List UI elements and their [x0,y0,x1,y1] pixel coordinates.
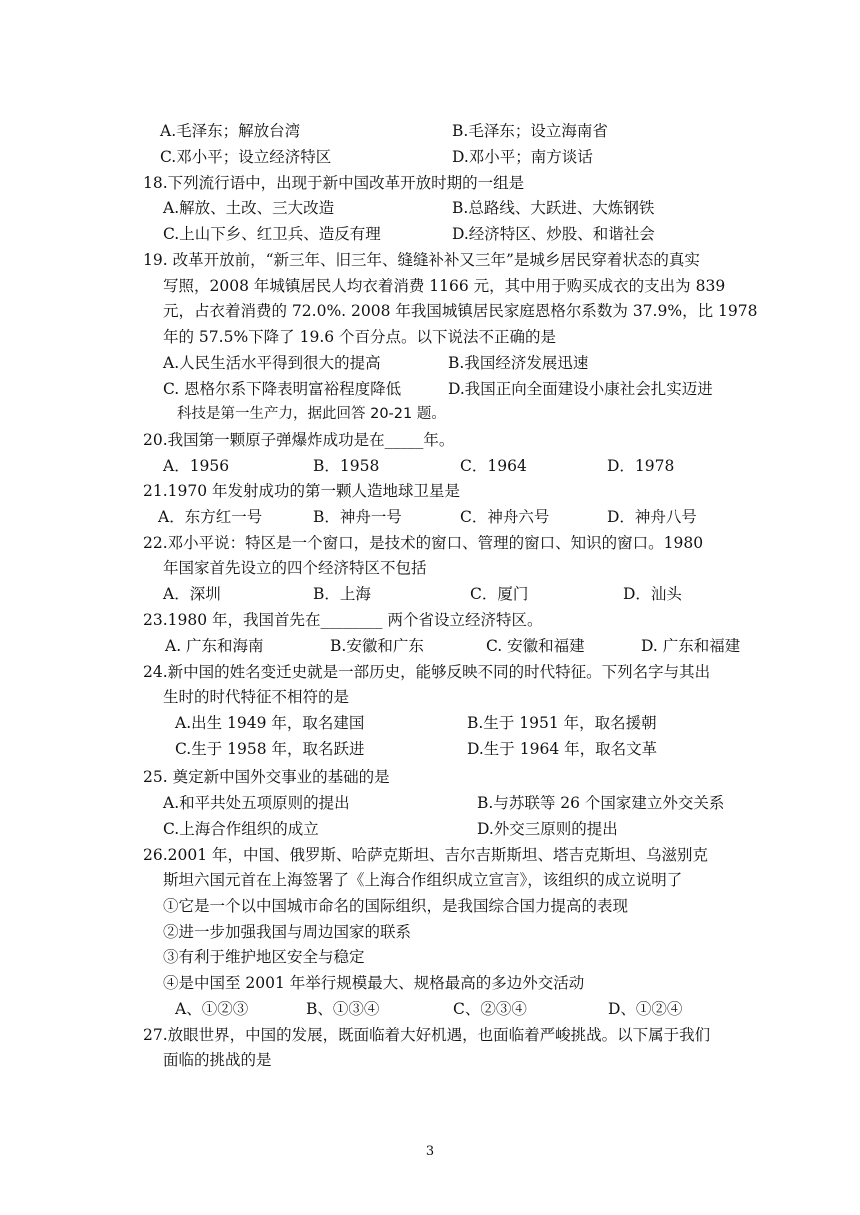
q23-stem: 23.1980 年，我国首先在________ 两个省设立经济特区。 [143,611,543,629]
q17-option-d: D.邓小平；南方谈话 [452,148,593,166]
q19-stem-line4: 年的 57.5%下降了 19.6 个百分点。以下说法不正确的是 [163,328,557,346]
q24-stem-line1: 24.新中国的姓名变迁史就是一部历史，能够反映不同的时代特征。下列名字与其出 [143,663,711,681]
q26-option-c: C、②③④ [453,1000,527,1018]
q25-option-c: C.上海合作组织的成立 [163,820,319,838]
q17-option-c: C.邓小平；设立经济特区 [160,148,332,166]
q26-stem-line1: 26.2001 年，中国、俄罗斯、哈萨克斯坦、吉尔吉斯斯坦、塔吉克斯坦、乌滋别克 [143,846,709,864]
q24-option-d: D.生于 1964 年，取名文革 [467,740,658,758]
q22-option-c: C．厦门 [470,585,529,603]
q20-option-a: A．1956 [163,457,230,475]
q19-stem-line1: 19. 改革开放前，“新三年、旧三年、缝缝补补又三年”是城乡居民穿着状态的真实 [143,251,700,269]
q24-option-a: A.出生 1949 年，取名建国 [175,714,365,732]
q19-option-a: A.人民生活水平得到很大的提高 [163,354,381,372]
q24-option-b: B.生于 1951 年，取名援朝 [467,714,657,732]
q20-21-intro: 科技是第一生产力，据此回答 20-21 题。 [177,406,446,422]
q21-option-c: C．神舟六号 [460,508,550,526]
q27-stem-line2: 面临的挑战的是 [163,1051,272,1069]
q19-option-c: C. 恩格尔系下降表明富裕程度降低 [163,380,402,398]
q22-option-b: B．上海 [313,585,371,603]
q21-stem: 21.1970 年发射成功的第一颗人造地球卫星是 [143,482,461,500]
q19-stem-line3: 元，占衣着消费的 72.0%. 2008 年我国城镇居民家庭恩格尔系数为 37.9%，比 1978 [163,302,758,320]
q23-option-a: A. 广东和海南 [165,637,264,655]
q20-option-b: B．1958 [313,457,380,475]
q26-option-d: D、①②④ [608,1000,683,1018]
q24-stem-line2: 生时的时代特征不相符的是 [163,688,350,706]
q21-option-a: A．东方红一号 [158,508,263,526]
q20-option-d: D．1978 [607,457,675,475]
q17-option-b: B.毛泽东；设立海南省 [452,122,608,140]
q26-item-3: ③有利于维护地区安全与稳定 [163,948,365,966]
q22-stem-line2: 年国家首先设立的四个经济特区不包括 [163,559,427,577]
q20-stem: 20.我国第一颗原子弹爆炸成功是在_____年。 [143,431,455,449]
q22-option-a: A．深圳 [163,585,221,603]
q26-item-1: ①它是一个以中国城市命名的国际组织，是我国综合国力提高的表现 [163,897,629,915]
q27-stem-line1: 27.放眼世界，中国的发展，既面临着大好机遇，也面临着严峻挑战。以下属于我们 [143,1026,711,1044]
q21-option-b: B．神舟一号 [313,508,402,526]
q25-stem: 25. 奠定新中国外交事业的基础的是 [143,768,390,786]
q18-option-d: D.经济特区、炒股、和谐社会 [452,225,655,243]
q23-option-c: C. 安徽和福建 [486,637,585,655]
q26-option-b: B、①③④ [306,1000,380,1018]
q26-item-4: ④是中国至 2001 年举行规模最大、规格最高的多边外交活动 [163,974,585,992]
q19-option-d: D.我国正向全面建设小康社会扎实迈进 [448,380,713,398]
page-number: 3 [425,1144,435,1159]
q20-option-c: C．1964 [460,457,527,475]
q18-option-c: C.上山下乡、红卫兵、造反有理 [163,225,381,243]
q25-option-b: B.与苏联等 26 个国家建立外交关系 [477,794,725,812]
q26-item-2: ②进一步加强我国与周边国家的联系 [163,923,412,941]
q18-option-b: B.总路线、大跃进、大炼钢铁 [452,199,655,217]
q22-stem-line1: 22.邓小平说：特区是一个窗口，是技术的窗口、管理的窗口、知识的窗口。1980 [143,534,704,552]
q23-option-d: D. 广东和福建 [641,637,741,655]
q24-option-c: C.生于 1958 年，取名跃进 [175,740,365,758]
q26-option-a: A、①②③ [175,1000,249,1018]
q23-option-b: B.安徽和广东 [330,637,424,655]
q22-option-d: D．汕头 [623,585,682,603]
q21-option-d: D．神舟八号 [607,508,697,526]
q25-option-d: D.外交三原则的提出 [477,820,618,838]
q19-stem-line2: 写照，2008 年城镇居民人均衣着消费 1166 元，其中用于购买成衣的支出为 839 [163,277,726,295]
q26-stem-line2: 斯坦六国元首在上海签署了《上海合作组织成立宣言》，该组织的成立说明了 [163,871,683,889]
q25-option-a: A.和平共处五项原则的提出 [163,794,350,812]
q17-option-a: A.毛泽东；解放台湾 [160,122,301,140]
q18-stem: 18.下列流行语中，出现于新中国改革开放时期的一组是 [143,174,525,192]
q19-option-b: B.我国经济发展迅速 [448,354,589,372]
q18-option-a: A.解放、土改、三大改造 [163,199,335,217]
